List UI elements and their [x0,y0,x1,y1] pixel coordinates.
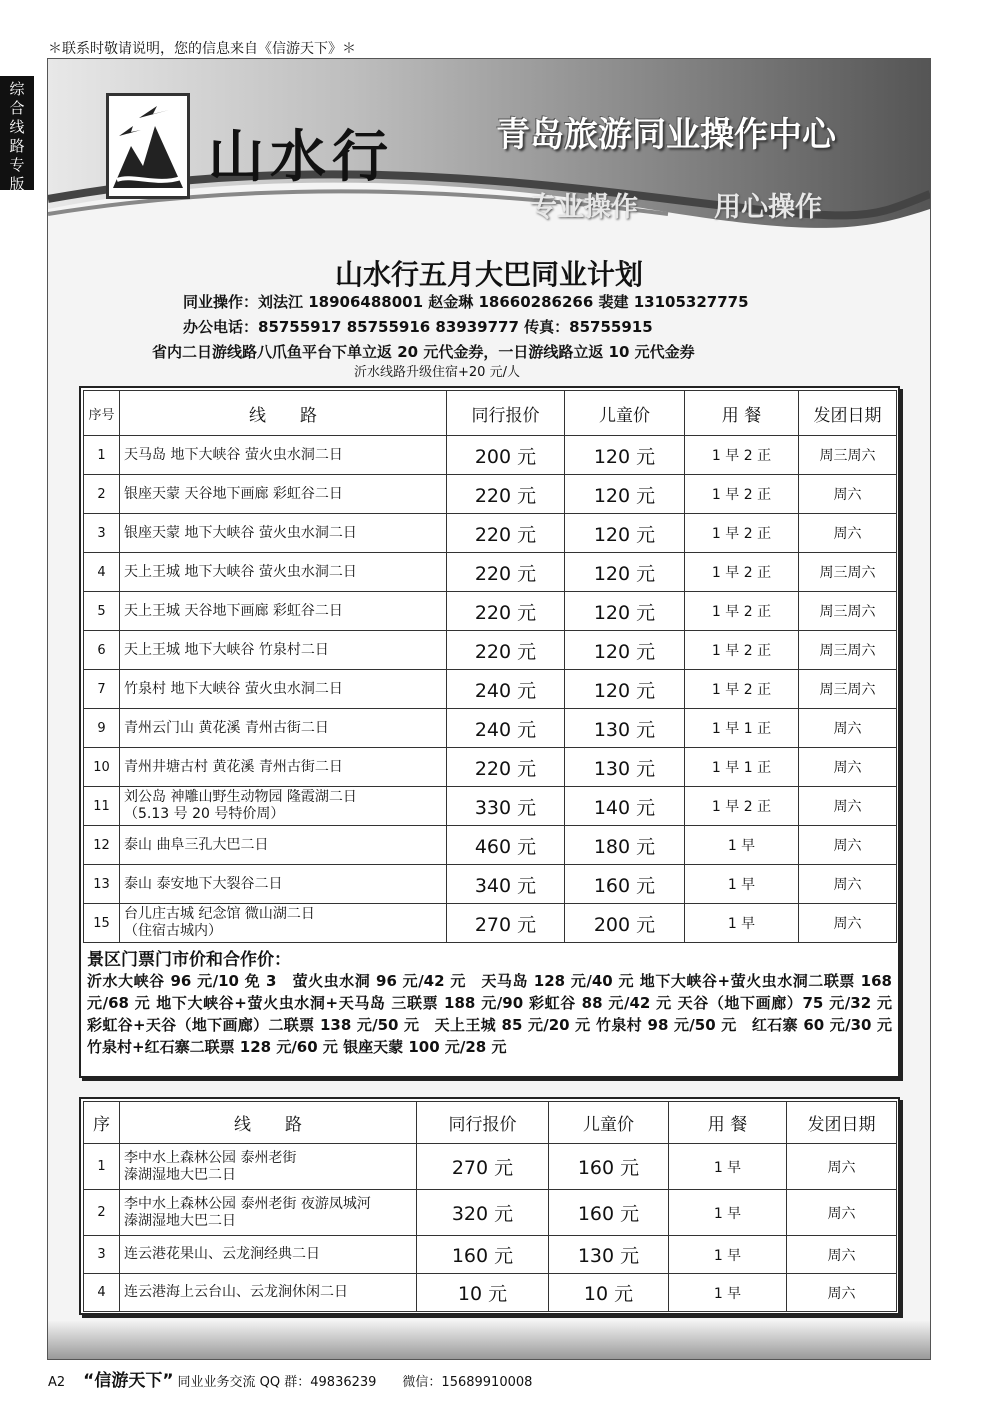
table-row [84,475,897,514]
row-number: 15 [84,904,120,943]
table2-header [84,1102,897,1144]
meals: 1 早 2 正 [685,631,799,670]
bottom-decoration [48,1321,930,1359]
meals: 1 早 [669,1190,787,1236]
header-no: 序号 [84,391,120,436]
departure-days: 周六 [787,1236,897,1274]
child-price: 160 元 [549,1190,669,1236]
table-row [84,670,897,709]
table-row [84,1190,897,1236]
child-price: 200 元 [565,904,685,943]
row-number: 3 [84,514,120,553]
table-row [84,787,897,826]
center-title: 青岛旅游同业操作中心 [496,115,836,155]
meals: 1 早 1 正 [685,709,799,748]
agent-price: 10 元 [417,1274,549,1312]
row-number: 9 [84,709,120,748]
table2-box [79,1097,900,1315]
route-name: 天上王城 天谷地下画廊 彩虹谷二日 [120,592,447,631]
tickets-title: 景区门票门市价和合作价： [87,950,291,970]
page-frame [47,58,931,1360]
page-number: A2 [48,1375,66,1390]
departure-days: 周三周六 [799,553,897,592]
child-price: 120 元 [565,631,685,670]
table-row [84,826,897,865]
departure-days: 周三周六 [799,631,897,670]
route-name: 青州井塘古村 黄花溪 青州古街二日 [120,748,447,787]
header-departure: 发团日期 [787,1102,897,1144]
table1-header [84,391,897,436]
agent-price: 220 元 [447,514,565,553]
slogan-professional: 专业操作 [530,192,638,223]
child-price: 130 元 [549,1236,669,1274]
meals: 1 早 2 正 [685,592,799,631]
child-price: 130 元 [565,748,685,787]
row-number: 4 [84,1274,120,1312]
meals: 1 早 2 正 [685,670,799,709]
agent-price: 330 元 [447,787,565,826]
side-tab-label: 综合线路专版 [9,80,25,193]
slogan-dedicated: 用心操作 [714,192,822,223]
header-price: 同行报价 [447,391,565,436]
departure-days: 周六 [799,748,897,787]
departure-days: 周三周六 [799,592,897,631]
route-name: 李中水上森林公园 泰州老街 溱湖湿地大巴二日 [120,1144,417,1190]
child-price: 120 元 [565,436,685,475]
route-name: 青州云门山 黄花溪 青州古街二日 [120,709,447,748]
route-name: 泰山 曲阜三孔大巴二日 [120,826,447,865]
route-table-1 [83,390,897,943]
route-name: 泰山 泰安地下大裂谷二日 [120,865,447,904]
footer-brand: “信游天下” [83,1371,174,1391]
logo [106,93,190,199]
agent-price: 240 元 [447,709,565,748]
departure-days: 周六 [787,1274,897,1312]
row-number: 12 [84,826,120,865]
departure-days: 周六 [799,709,897,748]
plan-title: 山水行五月大巴同业计划 [334,258,643,291]
row-number: 10 [84,748,120,787]
child-price: 130 元 [565,709,685,748]
route-name: 天上王城 地下大峡谷 萤火虫水洞二日 [120,553,447,592]
route-name: 李中水上森林公园 泰州老街 夜游凤城河 溱湖湿地大巴二日 [120,1190,417,1236]
table-row [84,514,897,553]
child-price: 10 元 [549,1274,669,1312]
table-row [84,1144,897,1190]
row-number: 7 [84,670,120,709]
row-number: 2 [84,475,120,514]
header-child-price: 儿童价 [565,391,685,436]
route-name: 竹泉村 地下大峡谷 萤火虫水洞二日 [120,670,447,709]
table-row [84,904,897,943]
departure-days: 周六 [799,904,897,943]
table-row [84,631,897,670]
meals: 1 早 [669,1274,787,1312]
departure-days: 周六 [799,514,897,553]
route-name: 刘公岛 神雕山野生动物园 隆霞湖二日 （5.13 号 20 号特价周） [120,787,447,826]
departure-days: 周三周六 [799,436,897,475]
header-departure: 发团日期 [799,391,897,436]
child-price: 120 元 [565,553,685,592]
header-route: 线 路 [120,1102,417,1144]
header-route: 线 路 [120,391,447,436]
departure-days: 周六 [799,475,897,514]
agent-price: 160 元 [417,1236,549,1274]
top-note: ＊联系时敬请说明，您的信息来自《信游天下》＊ [48,41,356,57]
mountain-logo-icon [109,96,187,196]
meals: 1 早 2 正 [685,436,799,475]
meals: 1 早 1 正 [685,748,799,787]
table-row [84,1274,897,1312]
header-child-price: 儿童价 [549,1102,669,1144]
agent-price: 200 元 [447,436,565,475]
route-name: 银座天蒙 地下大峡谷 萤火虫水洞二日 [120,514,447,553]
meals: 1 早 2 正 [685,553,799,592]
header-meals: 用 餐 [669,1102,787,1144]
agent-price: 220 元 [447,475,565,514]
row-number: 2 [84,1190,120,1236]
agent-price: 220 元 [447,631,565,670]
route-name: 台儿庄古城 纪念馆 微山湖二日 （住宿古城内） [120,904,447,943]
footer [48,1366,532,1391]
logo-text: 山水行 [208,124,394,190]
header-no: 序 [84,1102,120,1144]
header-meals: 用 餐 [685,391,799,436]
route-table-2 [83,1101,897,1312]
table-row [84,748,897,787]
meals: 1 早 [669,1144,787,1190]
departure-days: 周六 [799,826,897,865]
contact-line: 同业操作：刘法江 18906488001 赵金琳 18660286266 裴建 13105327775 [183,293,749,311]
departure-days: 周三周六 [799,670,897,709]
route-name: 连云港海上云台山、云龙涧休闲二日 [120,1274,417,1312]
row-number: 5 [84,592,120,631]
agent-price: 460 元 [447,826,565,865]
child-price: 120 元 [565,670,685,709]
child-price: 180 元 [565,826,685,865]
departure-days: 周六 [787,1190,897,1236]
meals: 1 早 2 正 [685,475,799,514]
phone-line: 办公电话：85755917 85755916 83939777 传真：85755915 [183,318,653,336]
table-row [84,592,897,631]
row-number: 3 [84,1236,120,1274]
row-number: 4 [84,553,120,592]
child-price: 160 元 [549,1144,669,1190]
meals: 1 早 [685,904,799,943]
banner [48,59,930,249]
footer-contact: 同业业务交流 QQ 群：49836239 微信：15689910008 [177,1375,533,1390]
agent-price: 340 元 [447,865,565,904]
meals: 1 早 [669,1236,787,1274]
child-price: 160 元 [565,865,685,904]
route-name: 天上王城 地下大峡谷 竹泉村二日 [120,631,447,670]
agent-price: 240 元 [447,670,565,709]
table-row [84,1236,897,1274]
table-row [84,436,897,475]
meals: 1 早 [685,865,799,904]
meals: 1 早 2 正 [685,514,799,553]
agent-price: 320 元 [417,1190,549,1236]
header-price: 同行报价 [417,1102,549,1144]
route-name: 银座天蒙 天谷地下画廊 彩虹谷二日 [120,475,447,514]
meals: 1 早 2 正 [685,787,799,826]
table-row [84,553,897,592]
departure-days: 周六 [799,865,897,904]
table1-box [79,386,908,1078]
row-number: 1 [84,1144,120,1190]
route-name: 连云港花果山、云龙涧经典二日 [120,1236,417,1274]
agent-price: 270 元 [417,1144,549,1190]
route-name: 天马岛 地下大峡谷 萤火虫水洞二日 [120,436,447,475]
departure-days: 周六 [787,1144,897,1190]
child-price: 120 元 [565,592,685,631]
tickets-text: 沂水大峡谷 96 元/10 免 3 萤火虫水洞 96 元/42 元 天马岛 128 元/40 元 地下大峡谷+萤火虫水洞二联票 168 元/68 元 地下大峡谷+萤火虫水洞+天马岛 三联票 188 元/90 彩虹谷 88 元/42 元 天谷（地下画廊）75 元/32 元 彩虹谷+天谷（地下画廊）二联票 138 元/50 元 天上王城 85 元/20 元 竹泉村 98 元/50 元 红石寨 60 元/30 元 竹泉村+红石寨二联票 128 元/60 元 银座天蒙 100 元/28 元 [87,972,908,1056]
row-number: 11 [84,787,120,826]
child-price: 120 元 [565,514,685,553]
child-price: 120 元 [565,475,685,514]
child-price: 140 元 [565,787,685,826]
table-row [84,709,897,748]
upgrade-note: 沂水线路升级住宿+20 元/人 [354,365,520,380]
row-number: 1 [84,436,120,475]
departure-days: 周六 [799,787,897,826]
agent-price: 220 元 [447,748,565,787]
meals: 1 早 [685,826,799,865]
row-number: 6 [84,631,120,670]
promo-line: 省内二日游线路八爪鱼平台下单立返 20 元代金券，一日游线路立返 10 元代金券 [152,343,695,361]
table-row [84,865,897,904]
agent-price: 270 元 [447,904,565,943]
side-tab [0,76,34,193]
row-number: 13 [84,865,120,904]
agent-price: 220 元 [447,592,565,631]
agent-price: 220 元 [447,553,565,592]
